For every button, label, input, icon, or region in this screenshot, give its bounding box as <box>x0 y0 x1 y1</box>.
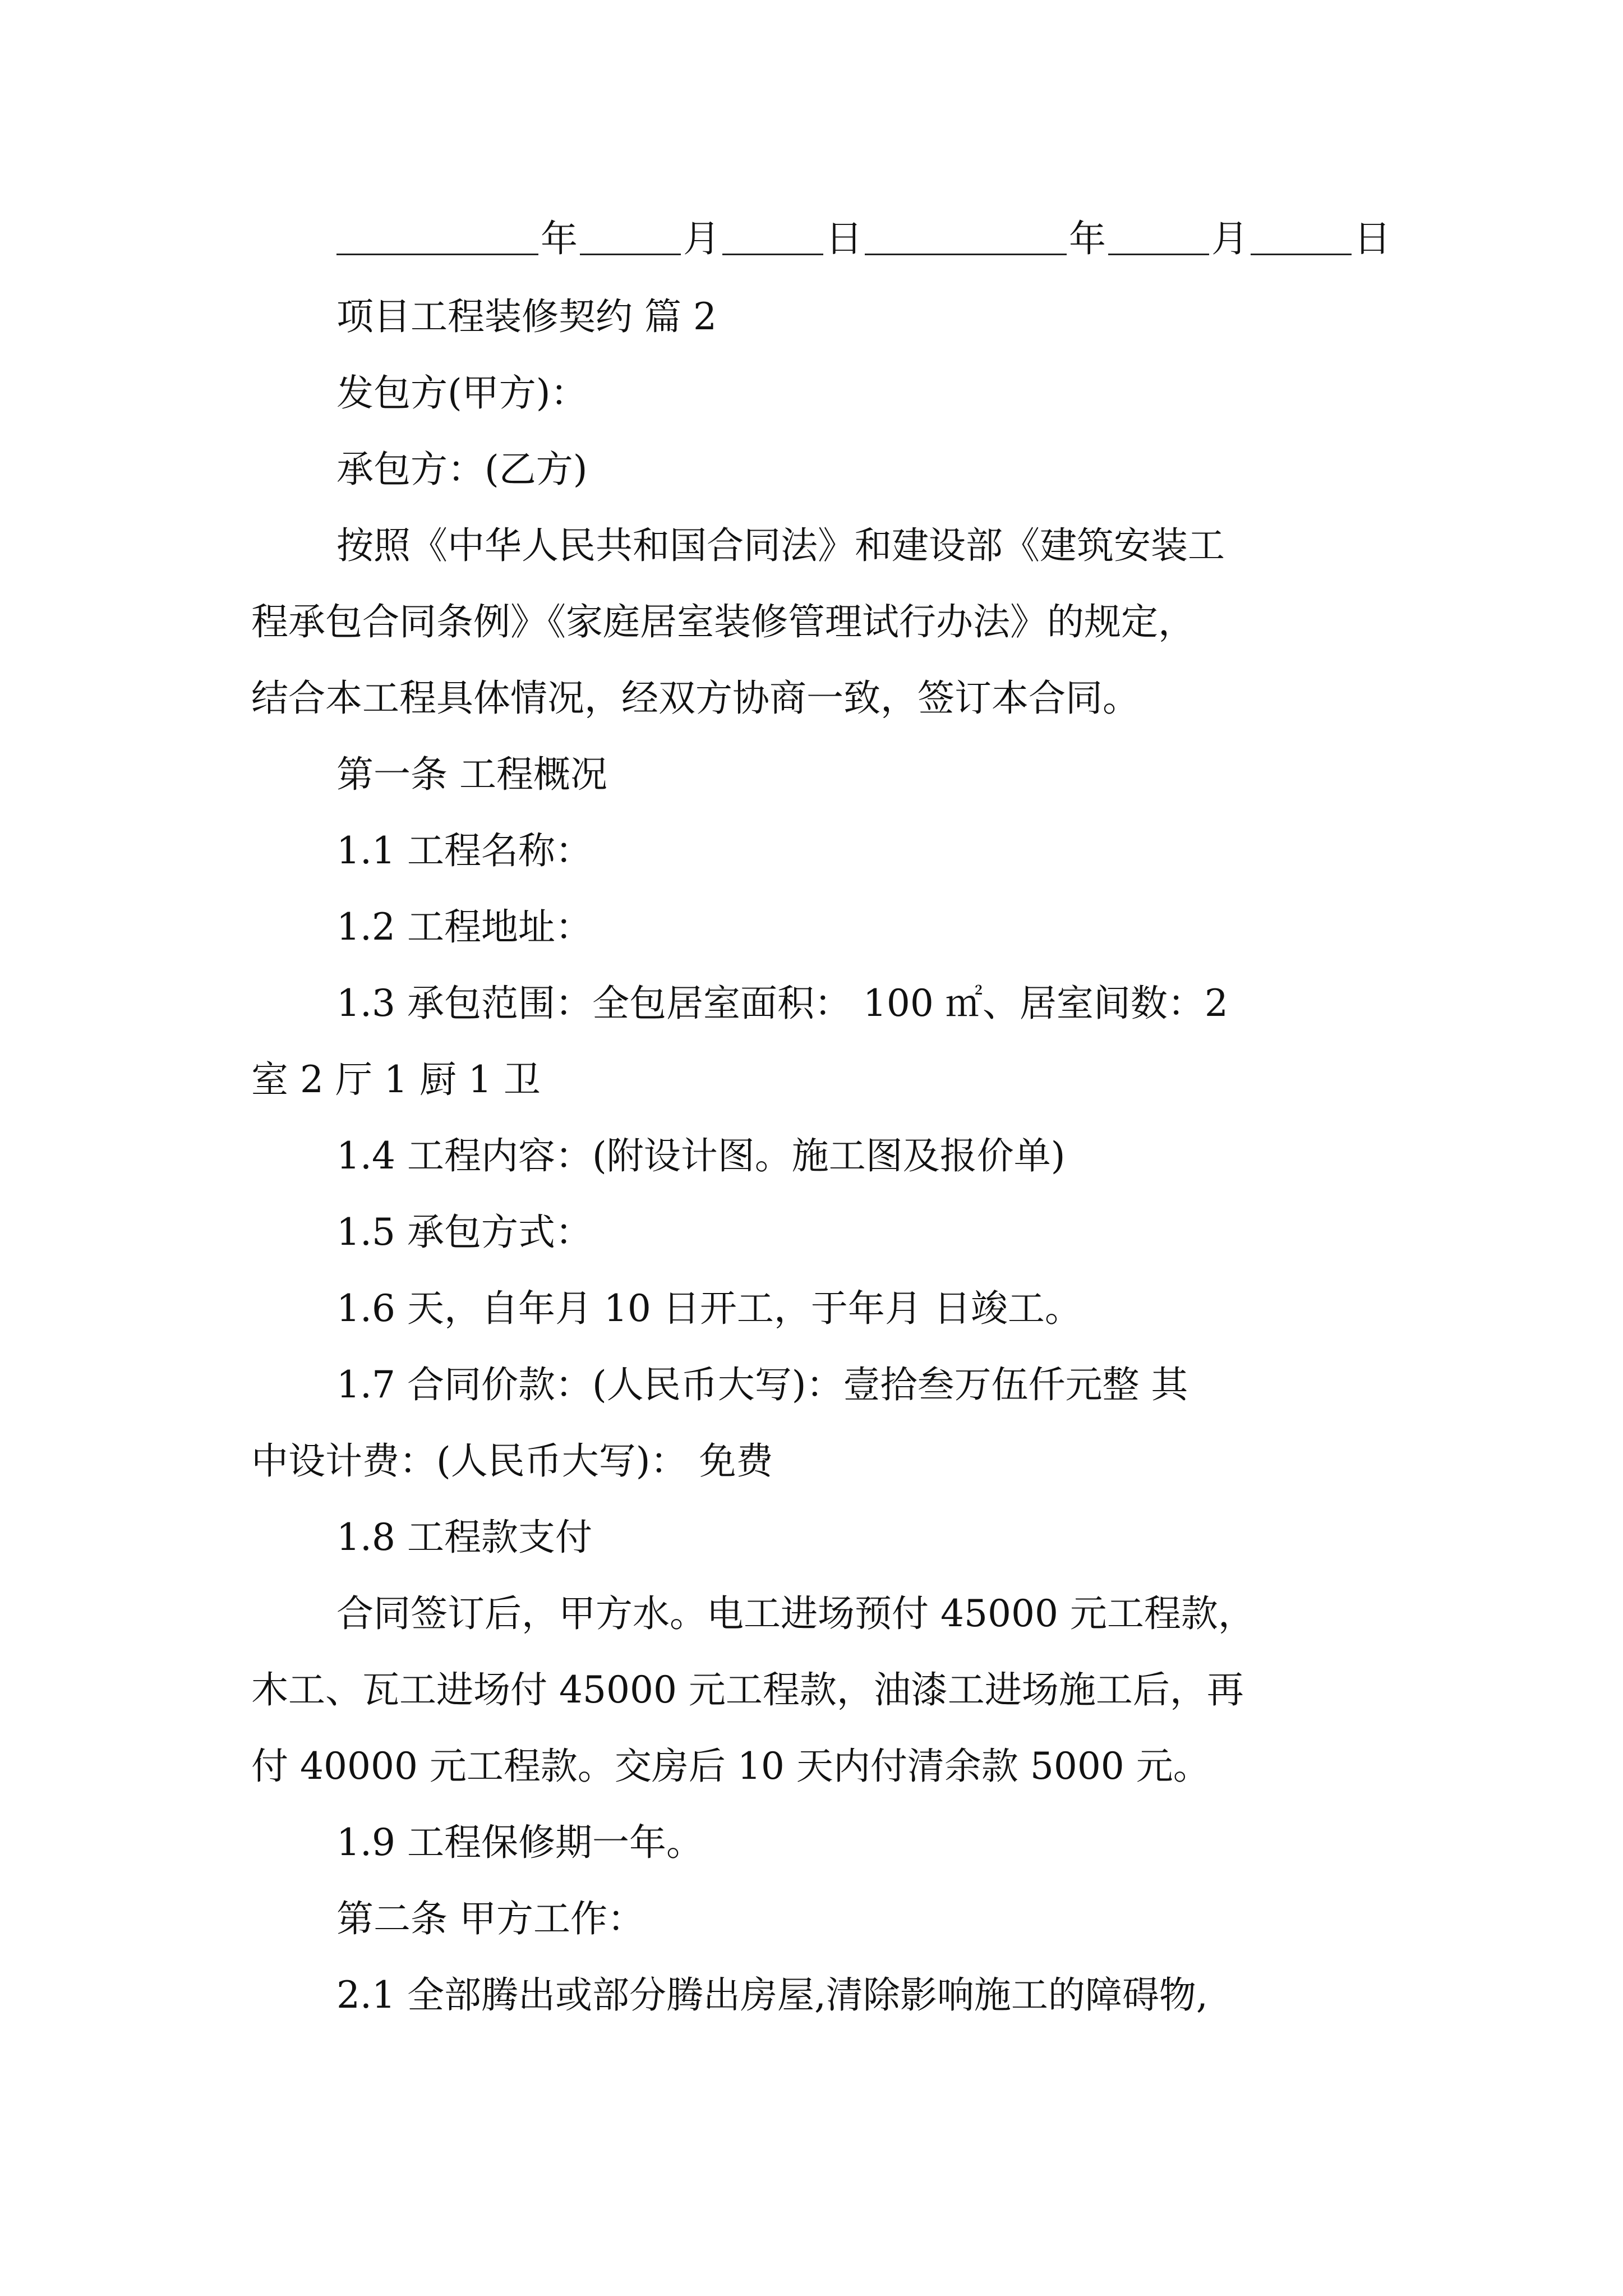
day-label-2: 日 <box>1354 217 1391 260</box>
preamble-line-2: 程承包合同条例》《家庭居室装修管理试行办法》的规定， <box>251 600 1195 643</box>
clause-1-7-cont: 中设计费：(人民币大写)： 免费 <box>251 1439 773 1483</box>
clause-1-4: 1.4 工程内容：(附设计图。施工图及报价单) <box>336 1134 1066 1177</box>
month-blank-1[interactable] <box>580 220 681 255</box>
year-label-1: 年 <box>541 217 578 260</box>
party-a-line: 发包方(甲方)： <box>336 371 588 415</box>
clause-1-2: 1.2 工程地址： <box>336 905 592 949</box>
year-blank-2[interactable] <box>865 220 1067 255</box>
party-b-line: 承包方：(乙方) <box>336 448 588 491</box>
clause-1-7: 1.7 合同价款：(人民币大写)：壹拾叁万伍仟元整 其 <box>336 1363 1188 1406</box>
day-blank-2[interactable] <box>1251 220 1352 255</box>
month-label-2: 月 <box>1211 217 1248 260</box>
month-blank-2[interactable] <box>1108 220 1209 255</box>
clause-1-6: 1.6 天，自年月 10 日开工，于年月 日竣工。 <box>336 1287 1082 1330</box>
clause-2-1: 2.1 全部腾出或部分腾出房屋,清除影响施工的障碍物, <box>336 1973 1208 2017</box>
day-label-1: 日 <box>826 217 863 260</box>
day-blank-1[interactable] <box>722 220 823 255</box>
article-2-heading: 第二条 甲方工作： <box>336 1897 644 1940</box>
year-blank-1[interactable] <box>336 220 538 255</box>
preamble-line-3: 结合本工程具体情况，经双方协商一致，签订本合同。 <box>251 677 1140 720</box>
signature-date-line <box>336 217 1393 260</box>
clause-1-3: 1.3 承包范围：全包居室面积： 100 ㎡、居室间数：2 <box>336 982 1228 1025</box>
month-label-1: 月 <box>683 217 720 260</box>
clause-1-5: 1.5 承包方式： <box>336 1211 592 1254</box>
clause-1-8: 1.8 工程款支付 <box>336 1516 592 1559</box>
payment-line-3: 付 40000 元工程款。交房后 10 天内付清余款 5000 元。 <box>251 1745 1210 1788</box>
payment-line-1: 合同签订后，甲方水。电工进场预付 45000 元工程款， <box>336 1592 1255 1635</box>
clause-1-3-cont: 室 2 厅 1 厨 1 卫 <box>251 1058 541 1101</box>
article-1-heading: 第一条 工程概况 <box>336 753 607 796</box>
clause-1-9: 1.9 工程保修期一年。 <box>336 1821 703 1864</box>
clause-1-1: 1.1 工程名称： <box>336 829 592 872</box>
section-title: 项目工程装修契约 篇 2 <box>336 295 717 338</box>
payment-line-2: 木工、瓦工进场付 45000 元工程款，油漆工进场施工后，再 <box>251 1668 1244 1711</box>
year-label-2: 年 <box>1069 217 1106 260</box>
preamble-line-1: 按照《中华人民共和国合同法》和建设部《建筑安装工 <box>336 524 1225 567</box>
